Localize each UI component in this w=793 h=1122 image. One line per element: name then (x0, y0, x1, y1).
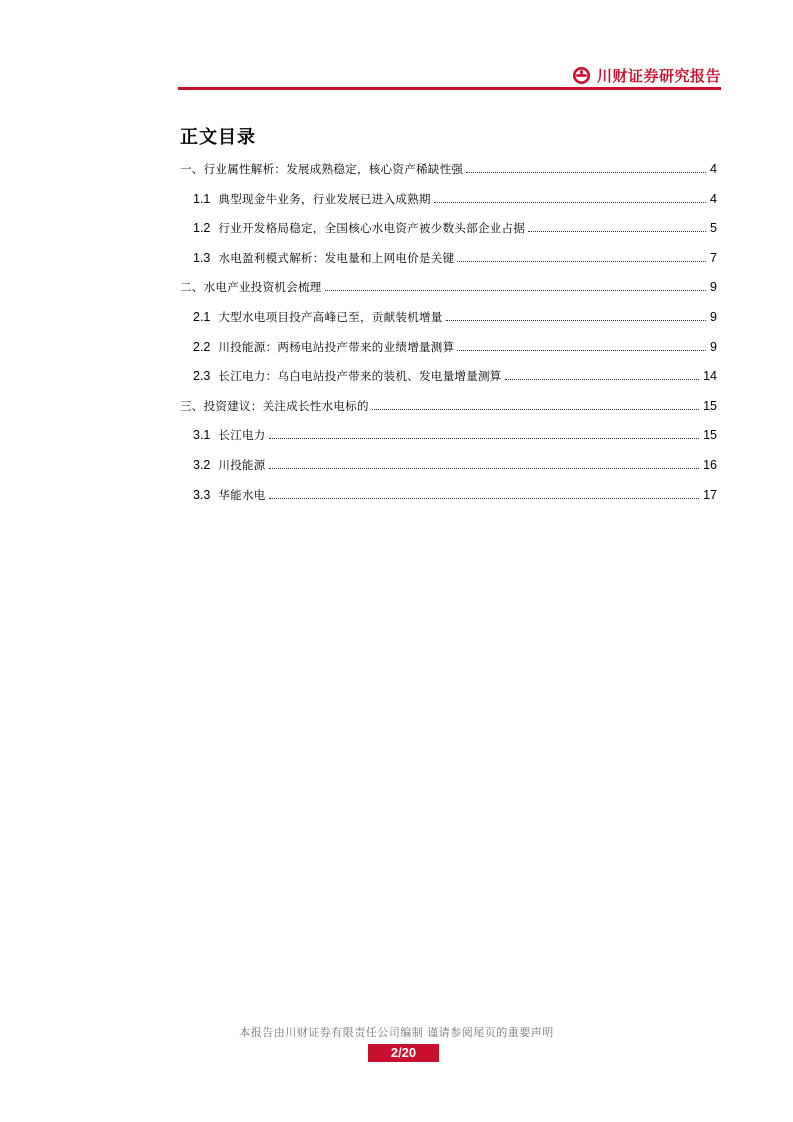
toc-entry[interactable] (193, 336, 717, 354)
toc-entry-number: 3.2 (193, 458, 211, 472)
toc-entry-number: 2.3 (193, 369, 211, 384)
toc-entry-page: 17 (703, 487, 717, 502)
brand-name: 川财证券研究报告 (596, 66, 721, 85)
toc-entry[interactable] (193, 247, 717, 265)
toc-dot-leader (434, 202, 706, 203)
brand (572, 65, 721, 85)
toc-entry-page: 4 (710, 191, 717, 206)
page-number-badge: 2/20 (368, 1044, 439, 1062)
toc-dot-leader (269, 438, 700, 439)
toc-entry-page: 9 (710, 280, 717, 295)
toc-entry-title: 长江电力 (218, 428, 266, 443)
toc-entry[interactable] (180, 395, 717, 413)
toc-entry-page: 15 (703, 398, 717, 413)
page-header (178, 60, 721, 90)
toc-entry-title: 川投能源：两杨电站投产带来的业绩增量测算 (218, 339, 455, 354)
toc-entry[interactable] (180, 276, 717, 294)
toc-dot-leader (446, 320, 706, 321)
toc-entry[interactable] (193, 188, 717, 206)
toc-entry-number: 2.1 (193, 310, 211, 324)
toc-dot-leader (505, 379, 700, 380)
chuancai-logo-icon (572, 66, 591, 85)
footer-notice: 本报告由川财证券有限责任公司编制 谨请参阅尾页的重要声明 (239, 1026, 554, 1039)
toc-entry[interactable] (193, 217, 717, 235)
toc-entry[interactable] (193, 365, 717, 383)
toc-dot-leader (325, 290, 706, 291)
toc-entry-page: 5 (710, 221, 717, 236)
toc-entry-page: 7 (710, 250, 717, 265)
toc-dot-leader (466, 172, 706, 173)
toc-entry[interactable] (193, 306, 717, 324)
toc-entry-title: 三、投资建议：关注成长性水电标的 (180, 398, 369, 413)
toc-entry-page: 4 (710, 162, 717, 176)
toc-entry-page: 15 (703, 428, 717, 443)
toc-entry-number: 3.3 (193, 487, 211, 502)
toc-dot-leader (457, 261, 706, 262)
toc-entry-page: 14 (703, 369, 717, 384)
toc-entry-title: 华能水电 (218, 487, 266, 502)
toc-dot-leader (372, 409, 699, 410)
toc-title: 正文目录 (180, 127, 256, 148)
toc-entry-title: 川投能源 (218, 458, 266, 472)
header-rule (178, 87, 721, 90)
toc-entry-number: 2.2 (193, 339, 211, 354)
toc-entry-page: 9 (710, 310, 717, 324)
toc-entry[interactable] (193, 424, 717, 442)
toc-entry-title: 水电盈利模式解析：发电量和上网电价是关键 (218, 250, 455, 265)
toc-entry-title: 行业开发格局稳定，全国核心水电资产被少数头部企业占据 (218, 221, 526, 236)
toc-dot-leader (457, 350, 706, 351)
toc-entry-number: 1.2 (193, 221, 211, 236)
toc-entry-number: 3.1 (193, 428, 211, 443)
toc-entry-number: 1.1 (193, 191, 211, 206)
toc-entry-title: 大型水电项目投产高峰已至，贡献装机增量 (218, 310, 443, 324)
toc-entry-title: 长江电力：乌白电站投产带来的装机、发电量增量测算 (218, 369, 502, 384)
toc-entry-page: 9 (710, 339, 717, 354)
toc-dot-leader (269, 468, 700, 469)
toc-entry-number: 1.3 (193, 250, 211, 265)
toc-entry[interactable] (180, 158, 717, 176)
toc-entry-title: 典型现金牛业务，行业发展已进入成熟期 (218, 191, 431, 206)
toc-entry-page: 16 (703, 458, 717, 472)
toc-entry-title: 二、水电产业投资机会梳理 (180, 280, 322, 295)
toc-dot-leader (528, 231, 706, 232)
toc-entry-title: 一、行业属性解析：发展成熟稳定，核心资产稀缺性强 (180, 162, 464, 176)
toc-entry[interactable] (193, 454, 717, 472)
toc-entry[interactable] (193, 484, 717, 502)
toc-dot-leader (269, 498, 700, 499)
